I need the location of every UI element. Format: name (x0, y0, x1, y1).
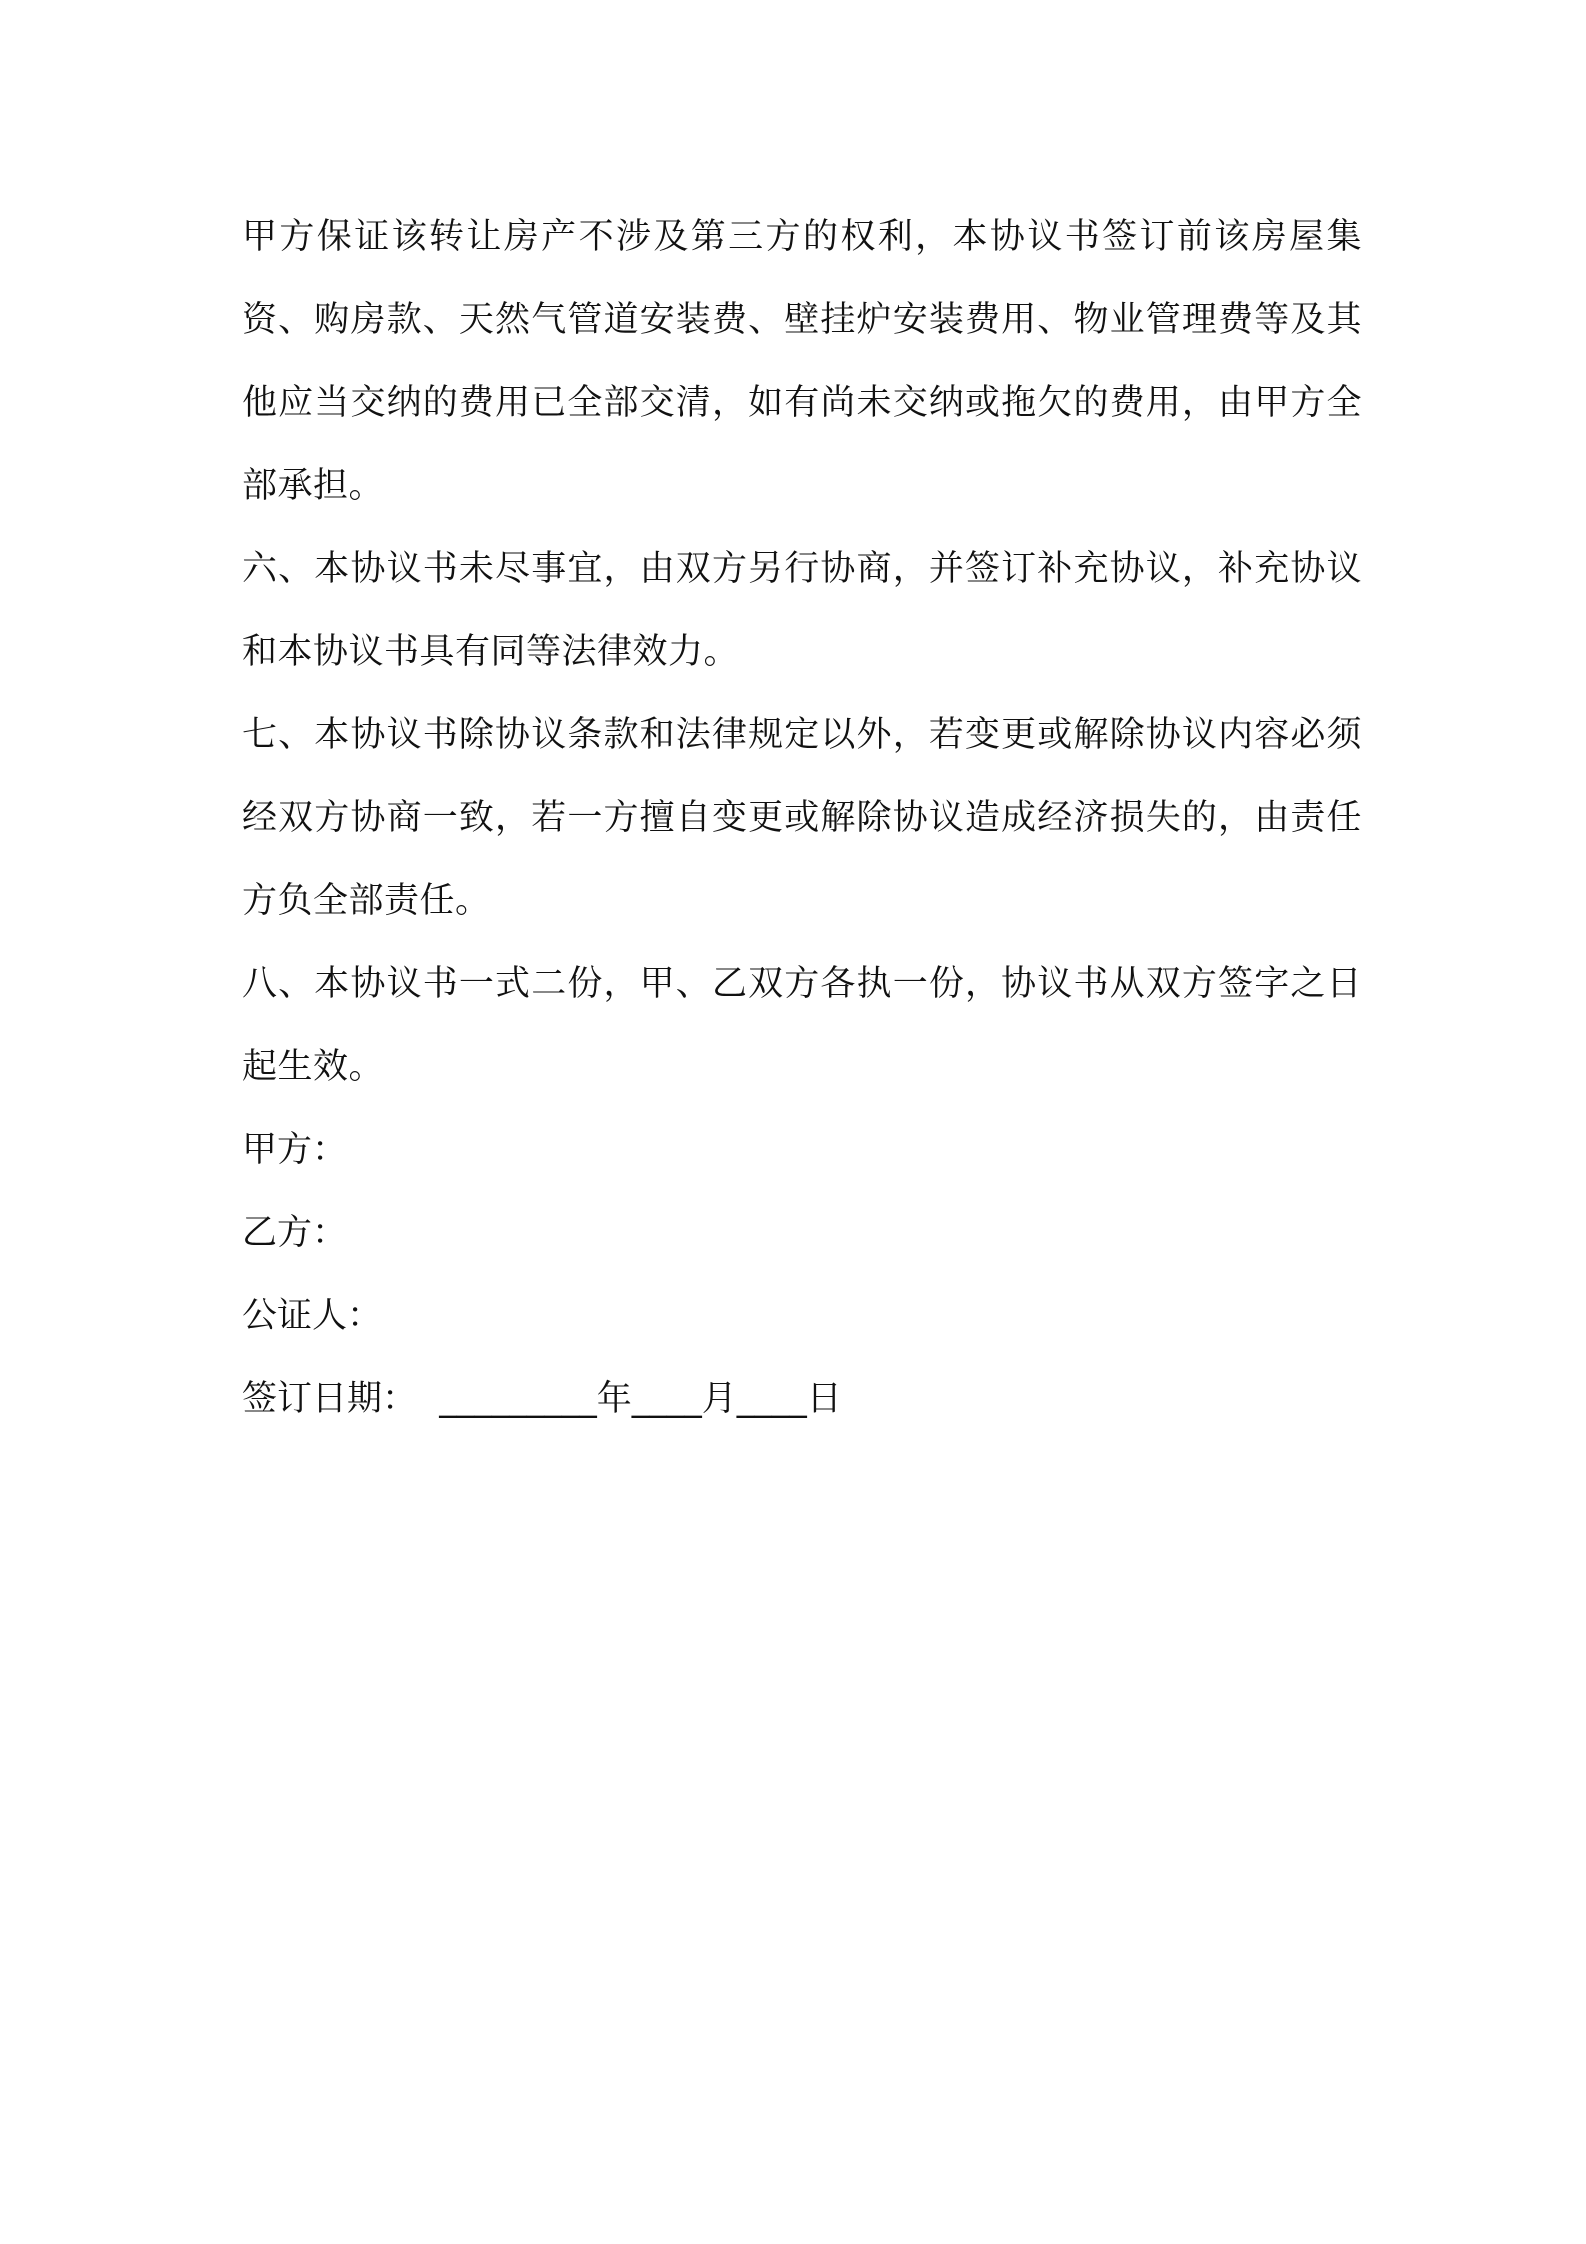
document-body (242, 196, 1362, 1441)
signing-date: 签订日期： _________年____月____日 (242, 1379, 842, 1419)
clause-eight: 八、本协议书一式二份，甲、乙双方各执一份，协议书从双方签字之日起生效。 (242, 964, 1362, 1087)
party-a-signature: 甲方： (242, 1130, 348, 1170)
party-b-signature: 乙方： (242, 1213, 348, 1253)
clause-six: 六、本协议书未尽事宜，由双方另行协商，并签订补充协议，补充协议和本协议书具有同等法律效力。 (242, 549, 1362, 672)
clause-guarantee: 甲方保证该转让房产不涉及第三方的权利，本协议书签订前该房屋集资、购房款、天然气管道安装费、壁挂炉安装费用、物业管理费等及其他应当交纳的费用已全部交清，如有尚未交纳或拖欠的费用，由甲方全部承担。 (242, 217, 1362, 506)
clause-seven: 七、本协议书除协议条款和法律规定以外，若变更或解除协议内容必须经双方协商一致，若一方擅自变更或解除协议造成经济损失的，由责任方负全部责任。 (242, 715, 1362, 921)
notary-signature: 公证人： (242, 1296, 383, 1336)
